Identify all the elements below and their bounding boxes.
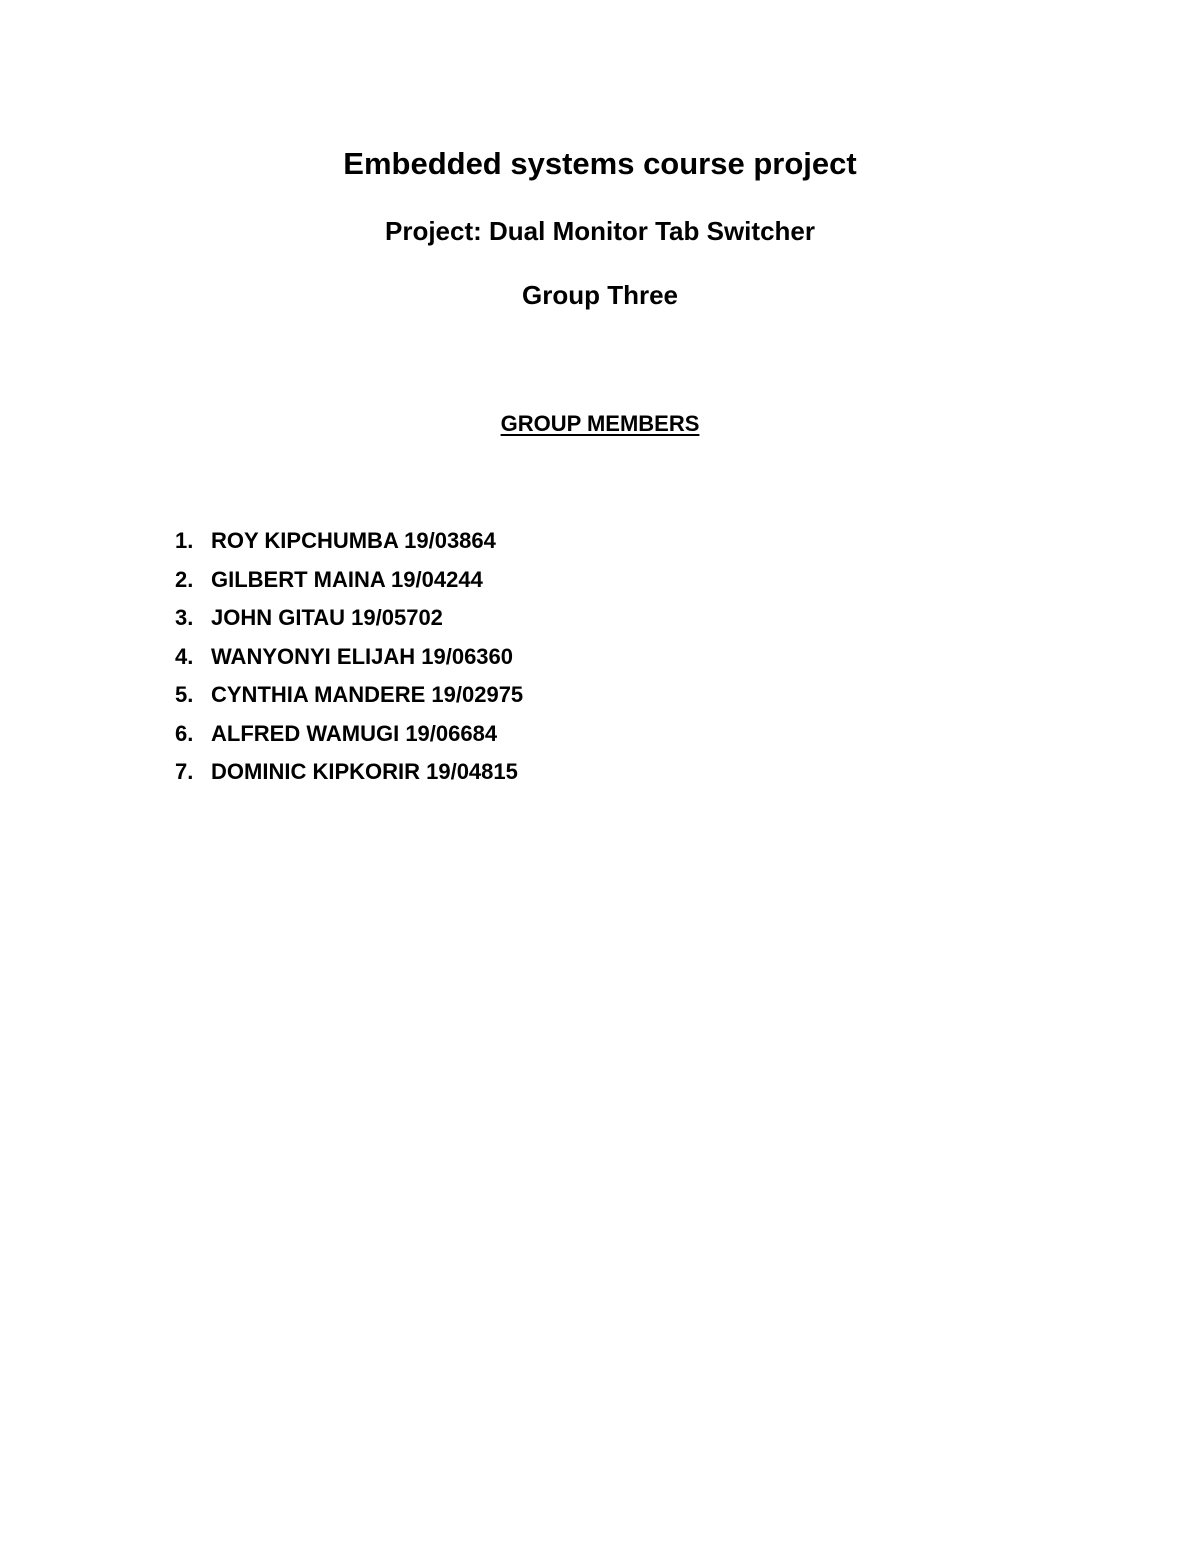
members-heading: GROUP MEMBERS bbox=[500, 411, 700, 436]
list-item bbox=[175, 717, 523, 756]
list-item bbox=[175, 601, 523, 640]
project-subtitle: Project: Dual Monitor Tab Switcher bbox=[384, 216, 815, 246]
member-list bbox=[175, 524, 523, 794]
list-item-number: 1. bbox=[175, 528, 194, 553]
list-item-text: ALFRED WAMUGI 19/06684 bbox=[211, 720, 498, 746]
list-item-text: CYNTHIA MANDERE 19/02975 bbox=[211, 682, 524, 707]
list-item bbox=[175, 563, 523, 602]
list-item bbox=[175, 524, 523, 563]
list-item-number: 2. bbox=[175, 566, 194, 592]
list-item bbox=[175, 640, 523, 679]
list-item-text: DOMINIC KIPKORIR 19/04815 bbox=[211, 759, 518, 784]
list-item-text: ROY KIPCHUMBA 19/03864 bbox=[211, 528, 496, 553]
list-item-number: 5. bbox=[175, 682, 194, 707]
list-item-text: GILBERT MAINA 19/04244 bbox=[211, 566, 483, 592]
list-item-text: JOHN GITAU 19/05702 bbox=[211, 605, 443, 630]
document-title: Embedded systems course project bbox=[343, 146, 857, 181]
list-item-number: 4. bbox=[175, 643, 194, 669]
list-item bbox=[175, 678, 523, 717]
list-item-number: 7. bbox=[175, 759, 194, 784]
list-item-number: 3. bbox=[175, 605, 194, 630]
list-item-number: 6. bbox=[175, 720, 194, 746]
list-item-text: WANYONYI ELIJAH 19/06360 bbox=[211, 643, 514, 669]
list-item bbox=[175, 755, 523, 794]
group-name: Group Three bbox=[521, 280, 678, 310]
